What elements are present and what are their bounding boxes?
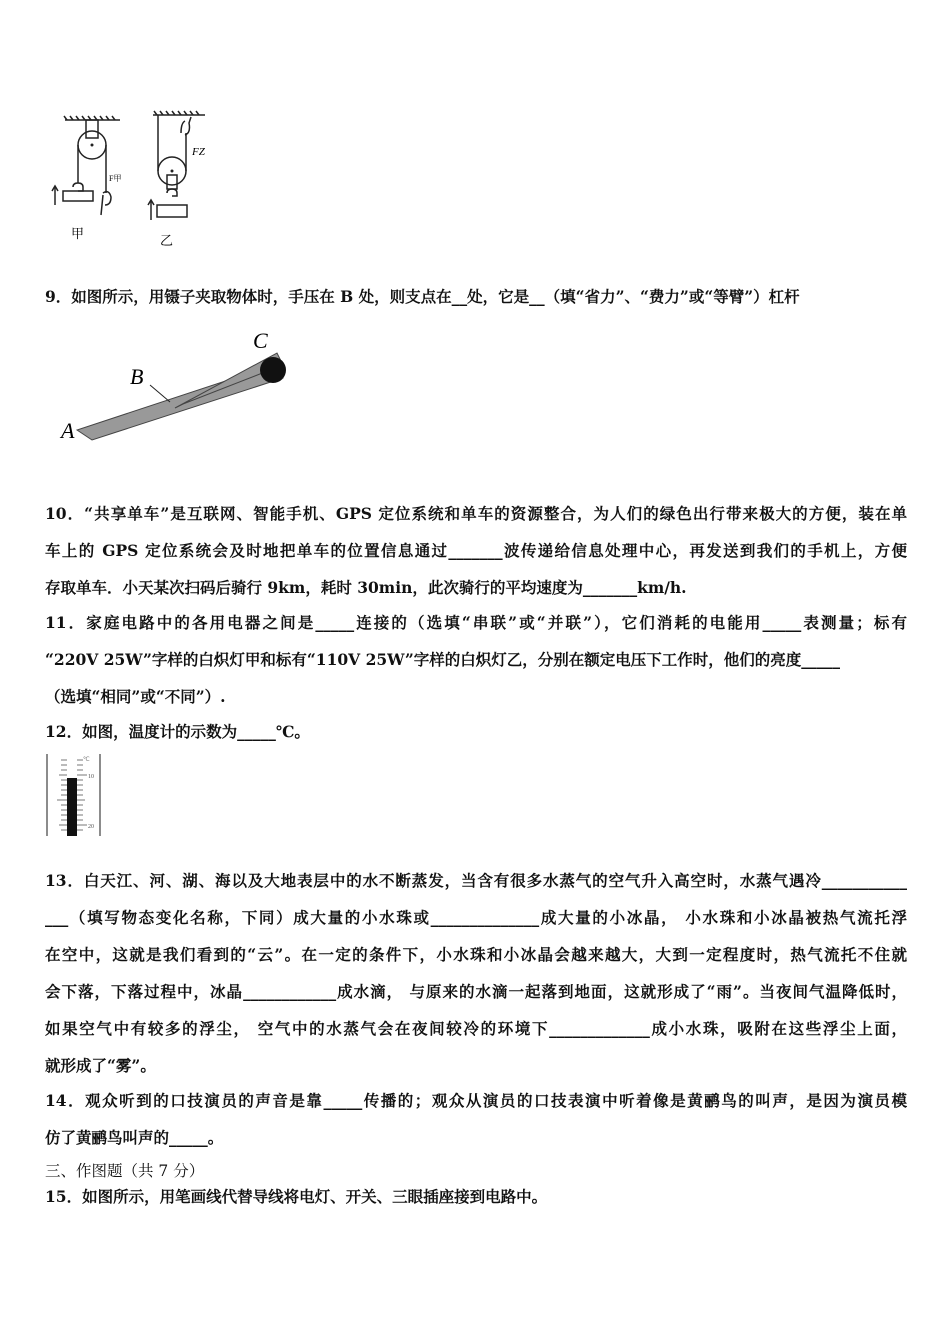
thermometer-unit: ℃	[83, 757, 90, 763]
thermometer-diagram	[45, 752, 105, 838]
question-11-line-2: “220V 25W”字样的白炽灯甲和标有“110V 25W”字样的白炽灯乙，分别在额定电压下工作时，他们的亮度_____	[45, 650, 840, 669]
question-13-line-4: 会下落，下落过程中，冰晶____________成水滴， 与原来的水滴一起落到地面，这就形成了“雨”。当夜间气温降低时，	[45, 982, 907, 1001]
figure-label-yi: 乙	[160, 233, 174, 248]
question-11-line-3: （选填“相同”或“不同”）.	[45, 687, 226, 706]
question-10-line-2: 车上的 GPS 定位系统会及时地把单车的位置信息通过_______波传递给信息处理中心，再发送到我们的手机上，方便	[45, 541, 907, 560]
point-b-label: B	[130, 364, 144, 389]
question-10-line-1: 10．“共享单车”是互联网、智能手机、GPS 定位系统和单车的资源整合，为人们的绿色出行带来极大的方便，装在单	[45, 504, 907, 523]
question-14-line-1: 14．观众听到的口技演员的声音是靠_____传播的；观众从演员的口技表演中听着像是黄鹂鸟的叫声，是因为演员模	[45, 1091, 907, 1110]
question-13-line-6: 就形成了“雾”。	[45, 1056, 156, 1075]
question-13-line-1: 13．白天江、河、湖、海以及大地表层中的水不断蒸发，当含有很多水蒸气的空气升入高空时，水蒸气遇冷___________	[45, 871, 907, 890]
force-label-jia: F甲	[109, 174, 122, 183]
pulley-diagram	[45, 105, 215, 250]
point-c-label: C	[253, 328, 268, 353]
force-label-yi: FZ	[192, 146, 205, 158]
question-11-line-1: 11．家庭电路中的各用电器之间是_____连接的（选填“串联”或“并联”），它们消耗的电能用_____表测量；标有	[45, 613, 907, 632]
question-13-line-3: 在空中，这就是我们看到的“云”。在一定的条件下，小水珠和小冰晶会越来越大，大到一定程度时，热气流托不住就	[45, 945, 907, 964]
section-3-heading: 三、作图题（共 7 分）	[45, 1162, 205, 1180]
question-12: 12．如图，温度计的示数为_____℃。	[45, 722, 310, 741]
question-15: 15．如图所示，用笔画线代替导线将电灯、开关、三眼插座接到电路中。	[45, 1187, 548, 1206]
tweezers-diagram	[55, 320, 295, 450]
thermometer-tick-20: 20	[88, 824, 94, 830]
question-14-line-2: 仿了黄鹂鸟叫声的_____。	[45, 1128, 224, 1147]
figure-label-jia: 甲	[71, 226, 85, 241]
question-13-line-5: 如果空气中有较多的浮尘， 空气中的水蒸气会在夜间较冷的环境下_____________成小水珠，吸附在这些浮尘上面，	[45, 1019, 907, 1038]
thermometer-tick-10: 10	[88, 774, 94, 780]
question-9: 9．如图所示，用镊子夹取物体时，手压在 B 处，则支点在__处，它是__（填“省力”、“费力”或“等臂”）杠杆	[45, 287, 800, 306]
question-13-line-2: ___（填写物态变化名称，下同）成大量的小水珠或______________成大量的小冰晶， 小水珠和小冰晶被热气流托浮	[45, 908, 907, 927]
point-a-label: A	[61, 418, 75, 443]
question-10-line-3: 存取单车．小天某次扫码后骑行 9km，耗时 30min，此次骑行的平均速度为_______km/h.	[45, 578, 687, 597]
